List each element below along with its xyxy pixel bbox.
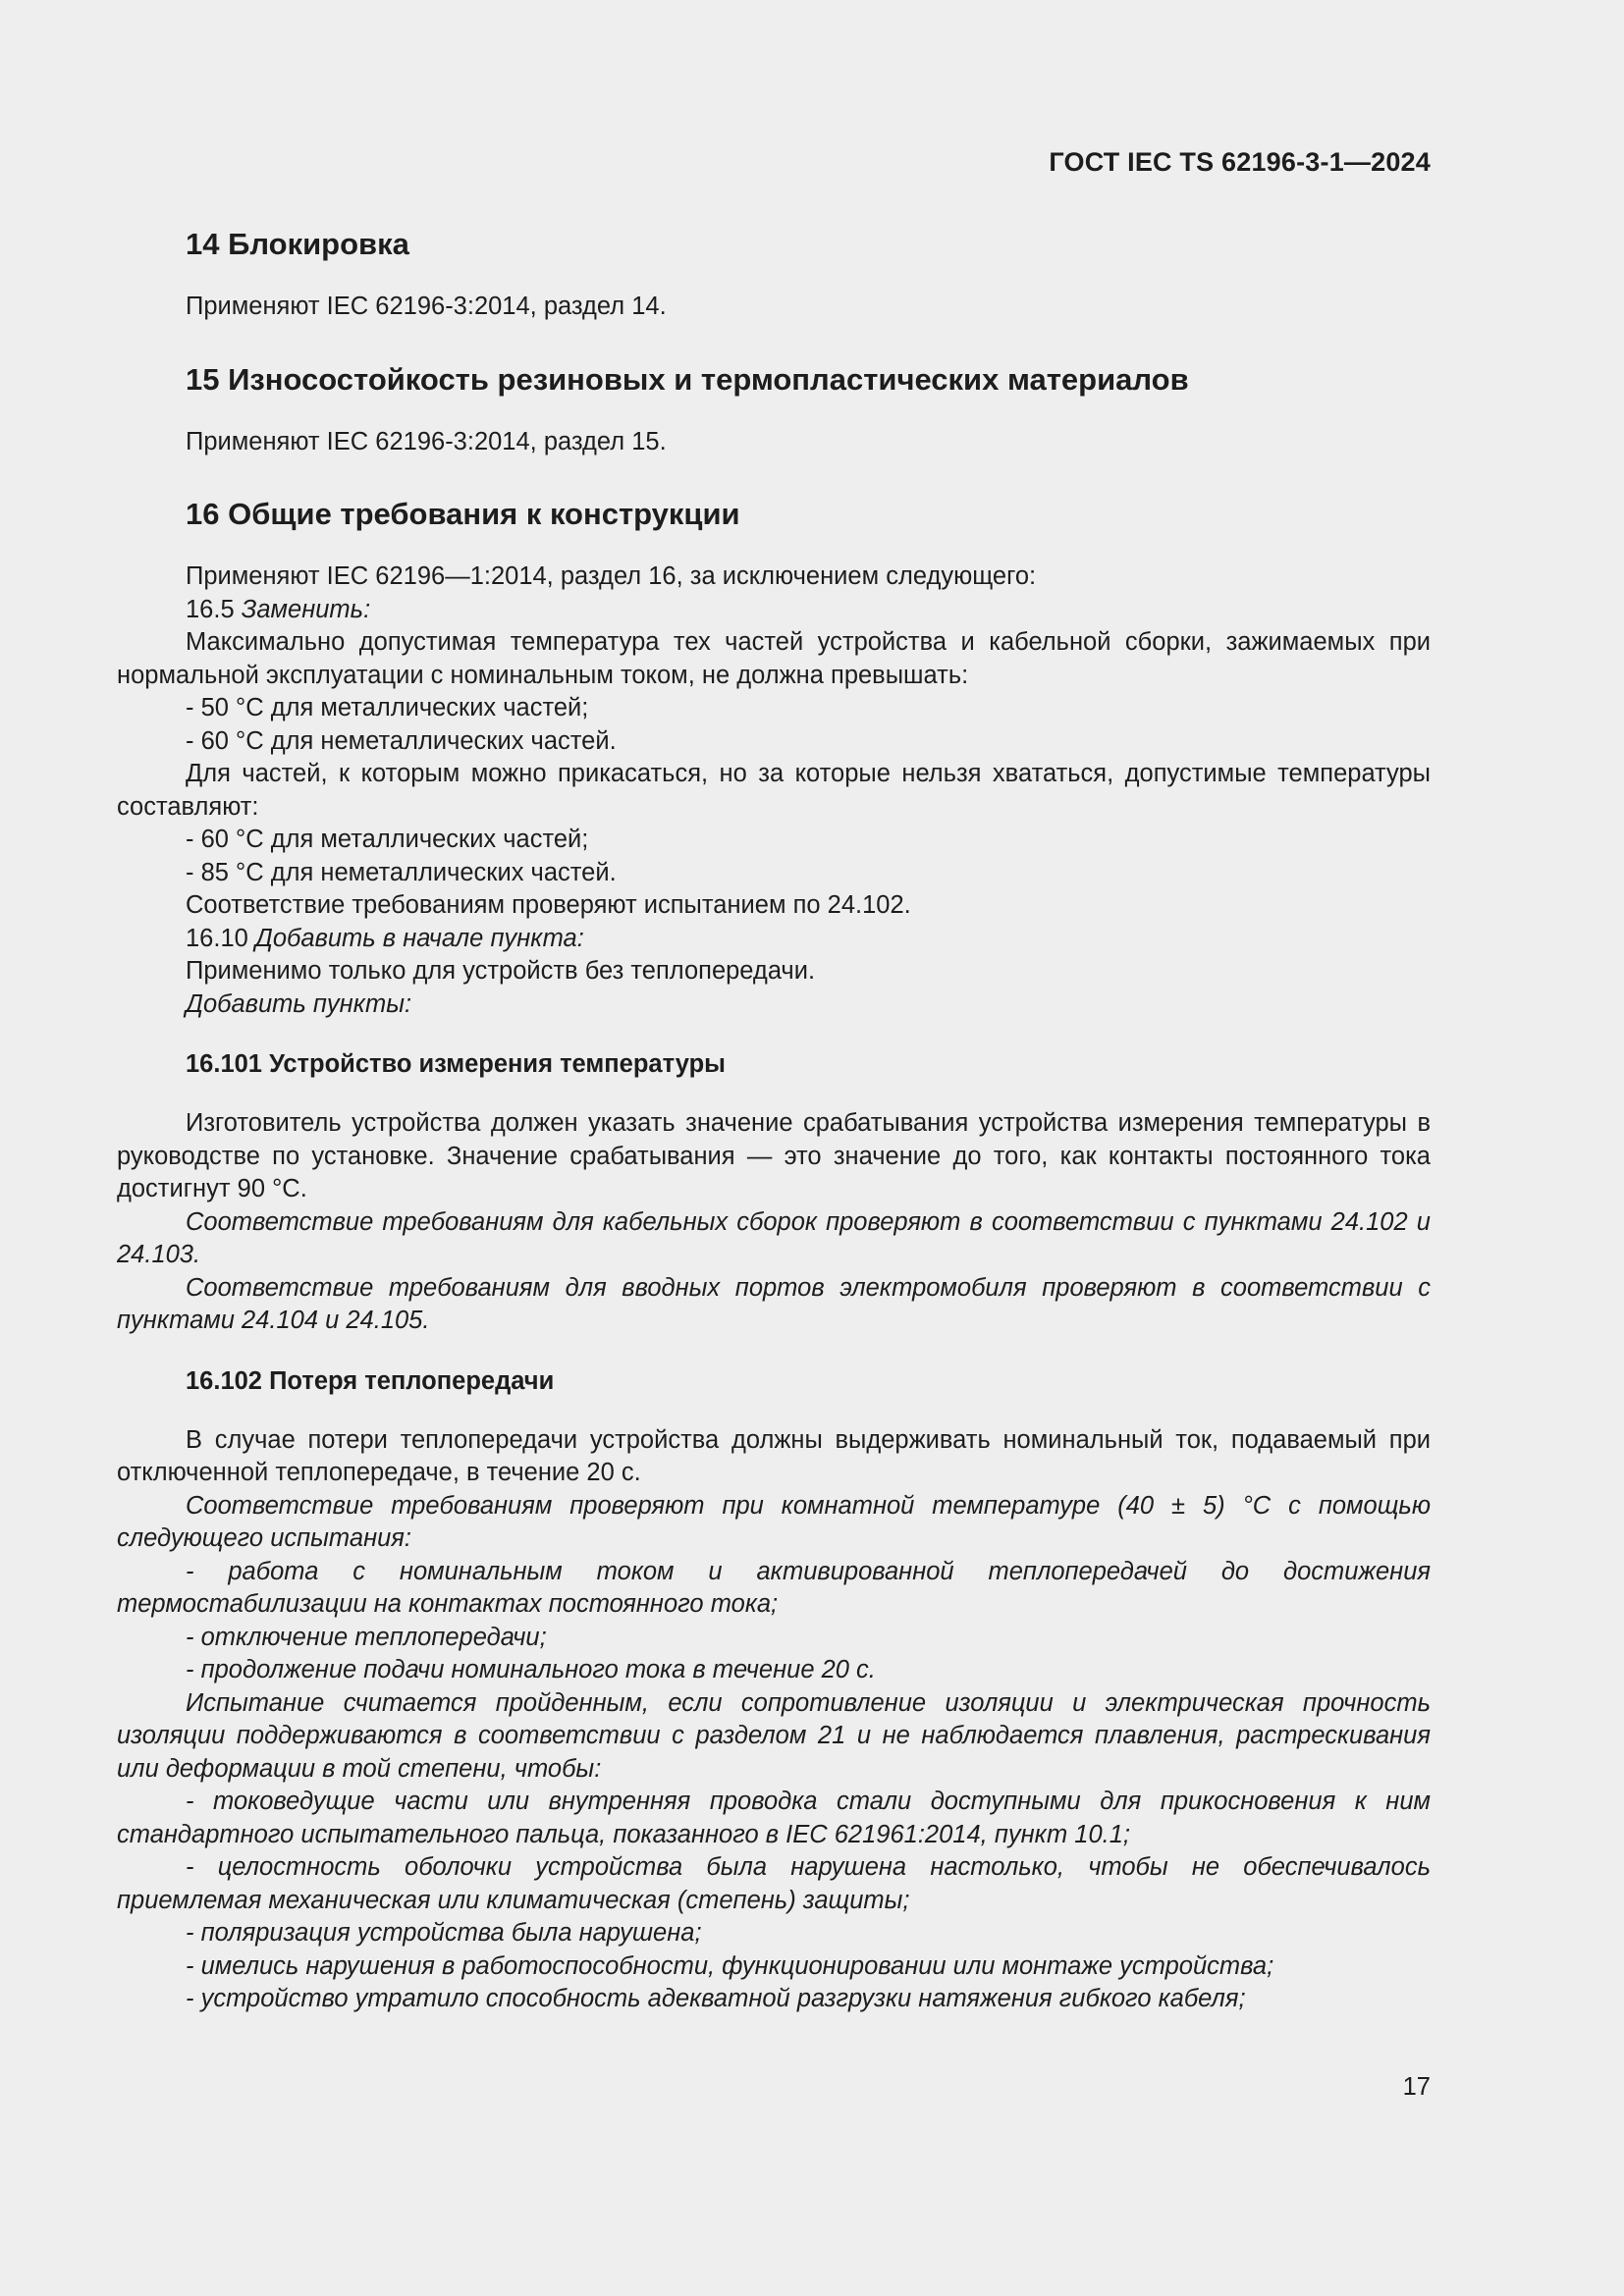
list-item: - 85 °С для неметаллических частей. [186,858,617,886]
applicable-text: Применимо только для устройств без теплопередачи. [186,957,816,985]
page-number: 17 [1402,2073,1431,2101]
list-item: - продолжение подачи номинального тока в течение 20 с. [186,1656,876,1683]
clause-16-10 [117,923,1431,956]
list-item: - имелись нарушения в работоспособности, функционировании или монтаже устройства; [186,1951,1274,1980]
list-item: - токоведущие части или внутренняя проводка стали доступными для прикосновения к ним стандартного испытательного пальца, показанного в IEC 621961:2014, пункт 10.1; [117,1788,1431,1848]
subsection-16-102-heading: 16.102 Потеря теплопередачи [186,1366,555,1395]
subsection-16-101-text: Изготовитель устройства должен указать значение срабатывания устройства измерения температуры в руководстве по установке. Значение срабатывания — это значение до того, как контакты постоянного тока достигнут 90 °С. [117,1109,1431,1202]
list-item: - поляризация устройства была нарушена; [186,1919,702,1947]
subsection-16-102-text: В случае потери теплопередачи устройства должны выдерживать номинальный ток, подаваемый при отключенной теплопередаче, в течение 20 с. [117,1425,1431,1486]
max-temperature-text: Максимально допустимая температура тех частей устройства и кабельной сборки, зажимаемых при нормальной эксплуатации с номинальным током, не должна превышать: [117,628,1431,689]
list-item: - работа с номинальным током и активированной теплопередачей до достижения термостабилизации на контактах постоянного тока; [117,1557,1431,1618]
subsection-16-102-compliance: Соответствие требованиям проверяют при комнатной температуре (40 ± 5) °С с помощью следующего испытания: [117,1491,1431,1552]
section-15-heading: 15 Износостойкость резиновых и термопластических материалов [186,361,1189,397]
subsection-16-101-compliance-inlets: Соответствие требованиям для вводных портов электромобиля проверяют в соответствии с пунктами 24.104 и 24.105. [117,1273,1431,1334]
test-pass-criteria: Испытание считается пройденным, если сопротивление изоляции и электрическая прочность изоляции поддерживаются в соответствии с разделом 21 и не наблюдается плавления, растрескивания или деформации в той степени, чтобы: [117,1688,1431,1783]
section-14-text: Применяют IEC 62196-3:2014, раздел 14. [186,293,667,320]
clause-16-10-action: Добавить в начале пункта: [254,924,584,952]
subsection-16-101-compliance-cables: Соответствие требованиям для кабельных сборок проверяют в соответствии с пунктами 24.102 и 24.103. [117,1207,1431,1268]
touch-parts-text: Для частей, к которым можно прикасаться, но за которые нельзя хвататься, допустимые температуры составляют: [117,760,1431,821]
section-14-heading: 14 Блокировка [186,227,409,261]
list-item: - устройство утратило способность адекватной разгрузки натяжения гибкого кабеля; [186,1985,1246,2012]
list-item: - 60 °С для неметаллических частей. [186,726,617,755]
clause-16-10-number: 16.10 [186,924,255,952]
document-code-header: ГОСТ IEC TS 62196-3-1—2024 [1049,147,1431,177]
section-15-text: Применяют IEC 62196-3:2014, раздел 15. [186,427,667,455]
page-content [117,220,1431,2016]
list-item: - 60 °С для металлических частей; [186,826,589,853]
clause-16-5-number: 16.5 [186,595,242,623]
list-item: - отключение теплопередачи; [186,1623,547,1651]
section-16-intro: Применяют IEC 62196—1:2014, раздел 16, за исключением следующего: [186,562,1037,590]
subsection-16-101-heading: 16.101 Устройство измерения температуры [186,1050,726,1078]
clause-16-5 [117,594,1431,627]
section-16-heading: 16 Общие требования к конструкции [186,497,740,531]
list-item: - 50 °С для металлических частей; [186,694,589,721]
compliance-text: Соответствие требованиям проверяют испытанием по 24.102. [186,891,911,919]
list-item: - целостность оболочки устройства была нарушена настолько, чтобы не обеспечивалось приемлемая механическая или климатическая (степень) защиты; [117,1853,1431,1914]
clause-16-5-action: Заменить: [241,595,371,623]
add-items-text: Добавить пункты: [186,989,412,1018]
